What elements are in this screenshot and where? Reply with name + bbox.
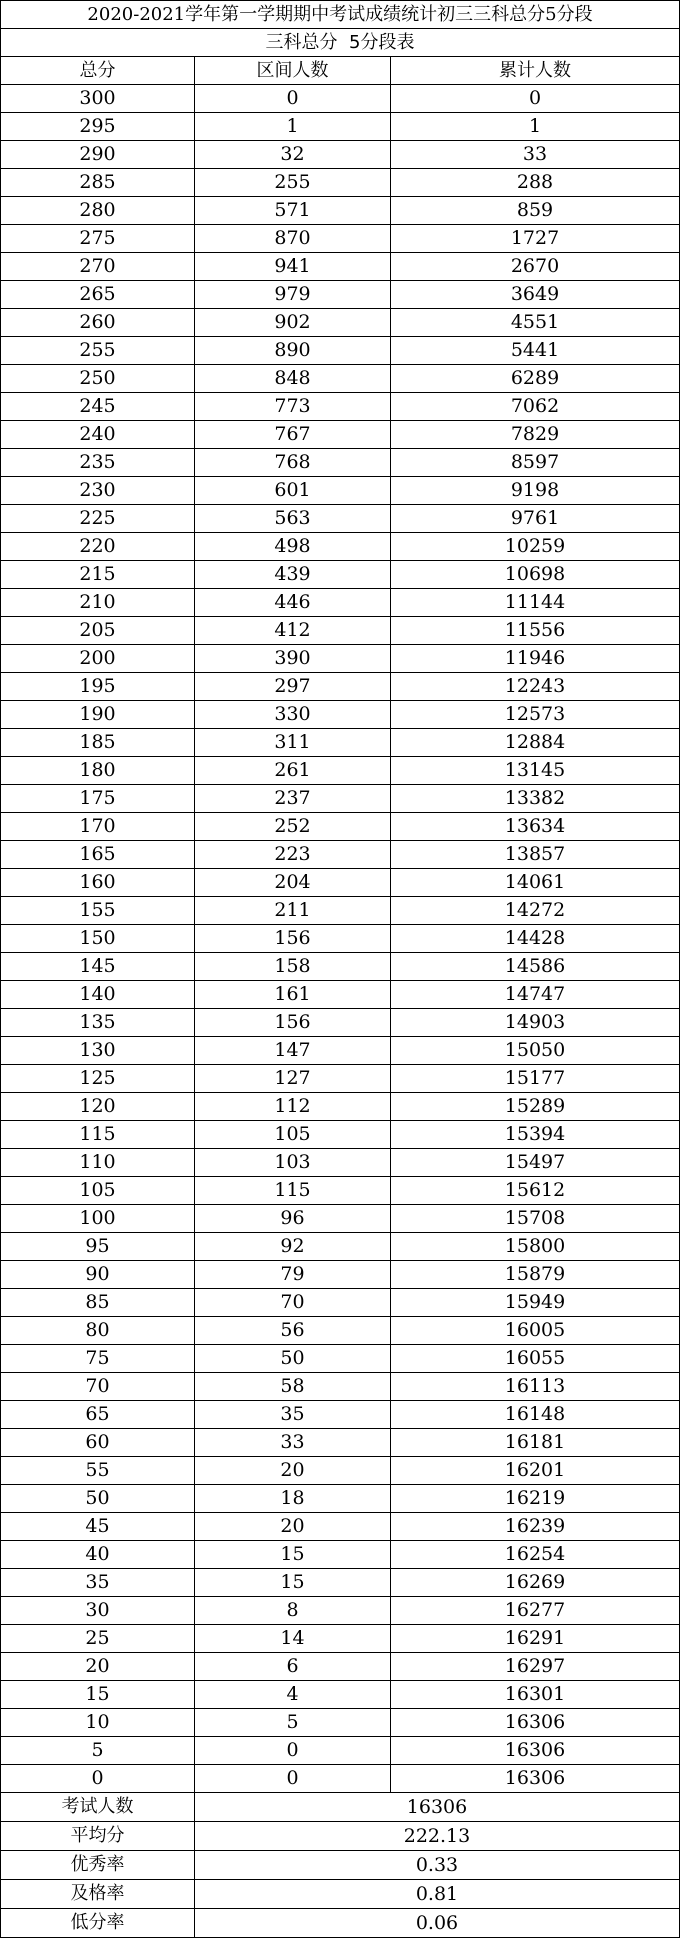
table-row <box>1 1289 680 1317</box>
score-cell: 290 <box>1 141 195 169</box>
table-row <box>1 533 680 561</box>
cumulative-count-cell: 16306 <box>391 1709 680 1737</box>
cumulative-count-cell: 16301 <box>391 1681 680 1709</box>
table-row <box>1 1261 680 1289</box>
score-cell: 90 <box>1 1261 195 1289</box>
interval-count-cell: 1 <box>195 113 391 141</box>
table-row <box>1 729 680 757</box>
interval-count-cell: 79 <box>195 1261 391 1289</box>
summary-label: 平均分 <box>1 1822 195 1851</box>
score-cell: 75 <box>1 1345 195 1373</box>
table-row <box>1 561 680 589</box>
interval-count-cell: 439 <box>195 561 391 589</box>
cumulative-count-cell: 14428 <box>391 925 680 953</box>
table-row <box>1 1401 680 1429</box>
table-row <box>1 981 680 1009</box>
title-row <box>1 1 680 29</box>
score-cell: 105 <box>1 1177 195 1205</box>
table-row <box>1 365 680 393</box>
table-row <box>1 141 680 169</box>
interval-count-cell: 870 <box>195 225 391 253</box>
interval-count-cell: 14 <box>195 1625 391 1653</box>
interval-count-cell: 890 <box>195 337 391 365</box>
cumulative-count-cell: 12243 <box>391 673 680 701</box>
interval-count-cell: 563 <box>195 505 391 533</box>
score-cell: 245 <box>1 393 195 421</box>
table-row <box>1 1373 680 1401</box>
subtitle-row <box>1 29 680 57</box>
cumulative-count-cell: 5441 <box>391 337 680 365</box>
cumulative-count-cell: 16306 <box>391 1737 680 1765</box>
score-cell: 125 <box>1 1065 195 1093</box>
table-row <box>1 113 680 141</box>
table-row <box>1 309 680 337</box>
score-cell: 40 <box>1 1541 195 1569</box>
cumulative-count-cell: 4551 <box>391 309 680 337</box>
interval-count-cell: 601 <box>195 477 391 505</box>
cumulative-count-cell: 16219 <box>391 1485 680 1513</box>
cumulative-count-cell: 1 <box>391 113 680 141</box>
cumulative-count-cell: 11946 <box>391 645 680 673</box>
table-row <box>1 1569 680 1597</box>
interval-count-cell: 6 <box>195 1653 391 1681</box>
cumulative-count-cell: 14272 <box>391 897 680 925</box>
interval-count-cell: 15 <box>195 1541 391 1569</box>
table-row <box>1 477 680 505</box>
cumulative-count-cell: 10698 <box>391 561 680 589</box>
table-row <box>1 1541 680 1569</box>
summary-label: 低分率 <box>1 1909 195 1938</box>
score-cell: 300 <box>1 85 195 113</box>
table-row <box>1 1205 680 1233</box>
interval-count-cell: 5 <box>195 1709 391 1737</box>
cumulative-count-cell: 16291 <box>391 1625 680 1653</box>
score-cell: 70 <box>1 1373 195 1401</box>
interval-count-cell: 92 <box>195 1233 391 1261</box>
cumulative-count-cell: 15050 <box>391 1037 680 1065</box>
summary-row <box>1 1909 680 1938</box>
cumulative-count-cell: 16254 <box>391 1541 680 1569</box>
table-row <box>1 1485 680 1513</box>
interval-count-cell: 412 <box>195 617 391 645</box>
cumulative-count-cell: 16181 <box>391 1429 680 1457</box>
interval-count-cell: 4 <box>195 1681 391 1709</box>
header-row <box>1 57 680 85</box>
interval-count-cell: 0 <box>195 1765 391 1793</box>
interval-count-cell: 261 <box>195 757 391 785</box>
score-cell: 195 <box>1 673 195 701</box>
cumulative-count-cell: 16201 <box>391 1457 680 1485</box>
interval-count-cell: 70 <box>195 1289 391 1317</box>
table-row <box>1 589 680 617</box>
table-subtitle: 三科总分 5分段表 <box>1 29 680 57</box>
cumulative-count-cell: 16277 <box>391 1597 680 1625</box>
cumulative-count-cell: 9198 <box>391 477 680 505</box>
table-row <box>1 1653 680 1681</box>
score-cell: 5 <box>1 1737 195 1765</box>
table-row <box>1 281 680 309</box>
interval-count-cell: 33 <box>195 1429 391 1457</box>
interval-count-cell: 211 <box>195 897 391 925</box>
table-row <box>1 869 680 897</box>
score-cell: 175 <box>1 785 195 813</box>
cumulative-count-cell: 15949 <box>391 1289 680 1317</box>
score-cell: 210 <box>1 589 195 617</box>
score-cell: 130 <box>1 1037 195 1065</box>
interval-count-cell: 330 <box>195 701 391 729</box>
interval-count-cell: 571 <box>195 197 391 225</box>
score-cell: 235 <box>1 449 195 477</box>
cumulative-count-cell: 2670 <box>391 253 680 281</box>
cumulative-count-cell: 13634 <box>391 813 680 841</box>
interval-count-cell: 32 <box>195 141 391 169</box>
column-header-total-score: 总分 <box>1 57 195 85</box>
interval-count-cell: 158 <box>195 953 391 981</box>
interval-count-cell: 115 <box>195 1177 391 1205</box>
cumulative-count-cell: 16239 <box>391 1513 680 1541</box>
score-cell: 260 <box>1 309 195 337</box>
interval-count-cell: 20 <box>195 1513 391 1541</box>
interval-count-cell: 147 <box>195 1037 391 1065</box>
cumulative-count-cell: 13382 <box>391 785 680 813</box>
summary-label: 考试人数 <box>1 1793 195 1822</box>
score-cell: 200 <box>1 645 195 673</box>
score-cell: 205 <box>1 617 195 645</box>
interval-count-cell: 161 <box>195 981 391 1009</box>
cumulative-count-cell: 1727 <box>391 225 680 253</box>
score-cell: 240 <box>1 421 195 449</box>
cumulative-count-cell: 3649 <box>391 281 680 309</box>
cumulative-count-cell: 10259 <box>391 533 680 561</box>
cumulative-count-cell: 14903 <box>391 1009 680 1037</box>
score-cell: 155 <box>1 897 195 925</box>
score-cell: 115 <box>1 1121 195 1149</box>
interval-count-cell: 848 <box>195 365 391 393</box>
table-row <box>1 925 680 953</box>
table-row <box>1 505 680 533</box>
score-cell: 265 <box>1 281 195 309</box>
summary-label: 优秀率 <box>1 1851 195 1880</box>
interval-count-cell: 56 <box>195 1317 391 1345</box>
table-row <box>1 1457 680 1485</box>
table-title: 2020-2021学年第一学期期中考试成绩统计初三三科总分5分段 <box>1 1 680 29</box>
table-row <box>1 449 680 477</box>
table-row <box>1 1429 680 1457</box>
table-row <box>1 757 680 785</box>
summary-row <box>1 1851 680 1880</box>
score-cell: 60 <box>1 1429 195 1457</box>
score-cell: 280 <box>1 197 195 225</box>
interval-count-cell: 96 <box>195 1205 391 1233</box>
interval-count-cell: 127 <box>195 1065 391 1093</box>
summary-row <box>1 1793 680 1822</box>
table-row <box>1 225 680 253</box>
cumulative-count-cell: 16297 <box>391 1653 680 1681</box>
score-cell: 225 <box>1 505 195 533</box>
interval-count-cell: 979 <box>195 281 391 309</box>
interval-count-cell: 390 <box>195 645 391 673</box>
interval-count-cell: 773 <box>195 393 391 421</box>
summary-value: 0.06 <box>195 1909 680 1938</box>
score-cell: 95 <box>1 1233 195 1261</box>
cumulative-count-cell: 8597 <box>391 449 680 477</box>
score-cell: 295 <box>1 113 195 141</box>
cumulative-count-cell: 6289 <box>391 365 680 393</box>
score-cell: 85 <box>1 1289 195 1317</box>
table-row <box>1 1093 680 1121</box>
table-row <box>1 953 680 981</box>
table-row <box>1 1625 680 1653</box>
cumulative-count-cell: 7062 <box>391 393 680 421</box>
table-row <box>1 841 680 869</box>
score-cell: 55 <box>1 1457 195 1485</box>
table-row <box>1 337 680 365</box>
cumulative-count-cell: 9761 <box>391 505 680 533</box>
score-cell: 285 <box>1 169 195 197</box>
table-row <box>1 393 680 421</box>
score-cell: 25 <box>1 1625 195 1653</box>
cumulative-count-cell: 16148 <box>391 1401 680 1429</box>
cumulative-count-cell: 15177 <box>391 1065 680 1093</box>
interval-count-cell: 223 <box>195 841 391 869</box>
interval-count-cell: 767 <box>195 421 391 449</box>
score-cell: 0 <box>1 1765 195 1793</box>
table-row <box>1 1177 680 1205</box>
table-row <box>1 1765 680 1793</box>
interval-count-cell: 20 <box>195 1457 391 1485</box>
table-row <box>1 1709 680 1737</box>
score-cell: 150 <box>1 925 195 953</box>
score-cell: 165 <box>1 841 195 869</box>
summary-row <box>1 1880 680 1909</box>
summary-value: 0.33 <box>195 1851 680 1880</box>
interval-count-cell: 58 <box>195 1373 391 1401</box>
cumulative-count-cell: 16005 <box>391 1317 680 1345</box>
table-row <box>1 1681 680 1709</box>
score-cell: 135 <box>1 1009 195 1037</box>
table-row <box>1 1737 680 1765</box>
cumulative-count-cell: 14061 <box>391 869 680 897</box>
table-row <box>1 1149 680 1177</box>
cumulative-count-cell: 15394 <box>391 1121 680 1149</box>
interval-count-cell: 156 <box>195 925 391 953</box>
summary-row <box>1 1822 680 1851</box>
cumulative-count-cell: 13145 <box>391 757 680 785</box>
column-header-cumulative-count: 累计人数 <box>391 57 680 85</box>
cumulative-count-cell: 15800 <box>391 1233 680 1261</box>
summary-value: 222.13 <box>195 1822 680 1851</box>
score-cell: 50 <box>1 1485 195 1513</box>
cumulative-count-cell: 16269 <box>391 1569 680 1597</box>
cumulative-count-cell: 15497 <box>391 1149 680 1177</box>
cumulative-count-cell: 13857 <box>391 841 680 869</box>
table-row <box>1 1513 680 1541</box>
cumulative-count-cell: 859 <box>391 197 680 225</box>
table-row <box>1 813 680 841</box>
cumulative-count-cell: 16055 <box>391 1345 680 1373</box>
table-row <box>1 253 680 281</box>
interval-count-cell: 0 <box>195 1737 391 1765</box>
cumulative-count-cell: 12884 <box>391 729 680 757</box>
interval-count-cell: 156 <box>195 1009 391 1037</box>
interval-count-cell: 237 <box>195 785 391 813</box>
cumulative-count-cell: 12573 <box>391 701 680 729</box>
table-row <box>1 785 680 813</box>
interval-count-cell: 768 <box>195 449 391 477</box>
score-cell: 45 <box>1 1513 195 1541</box>
score-cell: 255 <box>1 337 195 365</box>
cumulative-count-cell: 14586 <box>391 953 680 981</box>
interval-count-cell: 8 <box>195 1597 391 1625</box>
cumulative-count-cell: 15708 <box>391 1205 680 1233</box>
score-cell: 190 <box>1 701 195 729</box>
table-row <box>1 645 680 673</box>
interval-count-cell: 112 <box>195 1093 391 1121</box>
table-row <box>1 169 680 197</box>
score-cell: 215 <box>1 561 195 589</box>
cumulative-count-cell: 11144 <box>391 589 680 617</box>
table-row <box>1 1317 680 1345</box>
score-cell: 275 <box>1 225 195 253</box>
score-cell: 220 <box>1 533 195 561</box>
interval-count-cell: 297 <box>195 673 391 701</box>
score-cell: 80 <box>1 1317 195 1345</box>
interval-count-cell: 15 <box>195 1569 391 1597</box>
cumulative-count-cell: 11556 <box>391 617 680 645</box>
table-row <box>1 617 680 645</box>
score-cell: 100 <box>1 1205 195 1233</box>
interval-count-cell: 446 <box>195 589 391 617</box>
table-row <box>1 85 680 113</box>
table-row <box>1 1345 680 1373</box>
table-row <box>1 421 680 449</box>
interval-count-cell: 105 <box>195 1121 391 1149</box>
score-cell: 270 <box>1 253 195 281</box>
score-cell: 230 <box>1 477 195 505</box>
interval-count-cell: 252 <box>195 813 391 841</box>
table-row <box>1 1233 680 1261</box>
interval-count-cell: 18 <box>195 1485 391 1513</box>
score-cell: 250 <box>1 365 195 393</box>
score-cell: 15 <box>1 1681 195 1709</box>
table-row <box>1 197 680 225</box>
cumulative-count-cell: 15879 <box>391 1261 680 1289</box>
interval-count-cell: 498 <box>195 533 391 561</box>
score-cell: 110 <box>1 1149 195 1177</box>
table-row <box>1 1009 680 1037</box>
interval-count-cell: 103 <box>195 1149 391 1177</box>
score-cell: 20 <box>1 1653 195 1681</box>
interval-count-cell: 204 <box>195 869 391 897</box>
table-row <box>1 897 680 925</box>
cumulative-count-cell: 15612 <box>391 1177 680 1205</box>
score-cell: 160 <box>1 869 195 897</box>
column-header-interval-count: 区间人数 <box>195 57 391 85</box>
score-cell: 140 <box>1 981 195 1009</box>
interval-count-cell: 35 <box>195 1401 391 1429</box>
cumulative-count-cell: 0 <box>391 85 680 113</box>
table-row <box>1 701 680 729</box>
cumulative-count-cell: 33 <box>391 141 680 169</box>
interval-count-cell: 255 <box>195 169 391 197</box>
interval-count-cell: 311 <box>195 729 391 757</box>
interval-count-cell: 902 <box>195 309 391 337</box>
cumulative-count-cell: 16306 <box>391 1765 680 1793</box>
score-cell: 180 <box>1 757 195 785</box>
score-cell: 30 <box>1 1597 195 1625</box>
cumulative-count-cell: 7829 <box>391 421 680 449</box>
summary-label: 及格率 <box>1 1880 195 1909</box>
interval-count-cell: 0 <box>195 85 391 113</box>
score-cell: 65 <box>1 1401 195 1429</box>
cumulative-count-cell: 15289 <box>391 1093 680 1121</box>
score-cell: 120 <box>1 1093 195 1121</box>
summary-value: 16306 <box>195 1793 680 1822</box>
interval-count-cell: 50 <box>195 1345 391 1373</box>
table-row <box>1 1121 680 1149</box>
table-row <box>1 1065 680 1093</box>
score-cell: 10 <box>1 1709 195 1737</box>
score-cell: 145 <box>1 953 195 981</box>
cumulative-count-cell: 16113 <box>391 1373 680 1401</box>
score-cell: 185 <box>1 729 195 757</box>
score-cell: 35 <box>1 1569 195 1597</box>
score-cell: 170 <box>1 813 195 841</box>
table-row <box>1 1037 680 1065</box>
table-row <box>1 673 680 701</box>
cumulative-count-cell: 14747 <box>391 981 680 1009</box>
summary-value: 0.81 <box>195 1880 680 1909</box>
interval-count-cell: 941 <box>195 253 391 281</box>
cumulative-count-cell: 288 <box>391 169 680 197</box>
table-row <box>1 1597 680 1625</box>
